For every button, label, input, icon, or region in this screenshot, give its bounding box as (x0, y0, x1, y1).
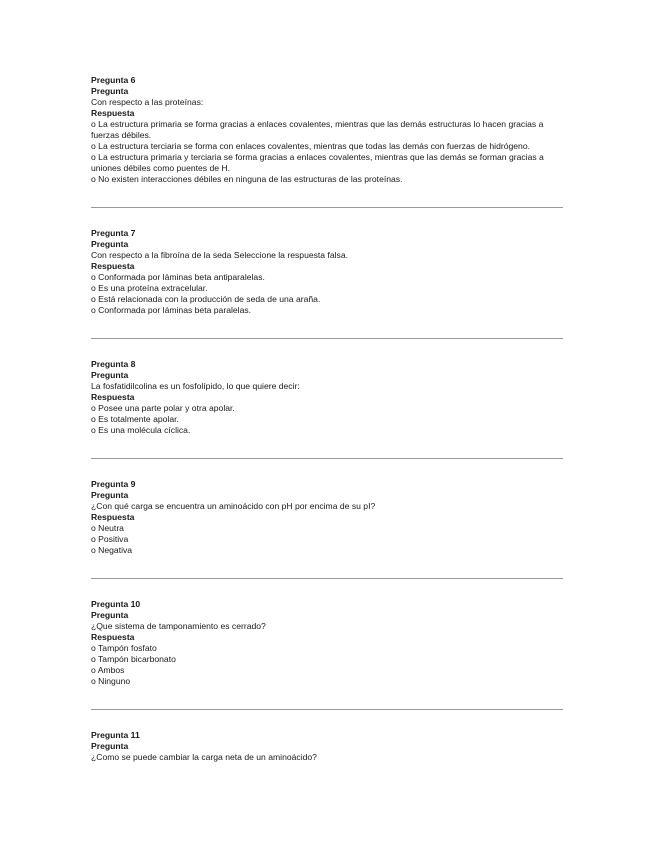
answer-label: Respuesta (91, 108, 135, 118)
answer-option[interactable]: o Tampón bicarbonato (91, 654, 176, 664)
answer-label: Respuesta (91, 392, 135, 402)
answer-label: Respuesta (91, 632, 135, 642)
answer-option[interactable]: o Conformada por láminas beta paralelas. (91, 305, 252, 315)
answer-option[interactable]: o Es una proteína extracelular. (91, 283, 208, 293)
question-title: Pregunta 8 (91, 359, 136, 369)
answer-option[interactable]: o La estructura primaria se forma gracias a enlaces covalentes, mientras que las demás estructuras lo hacen gracias a fuerzas débiles. (91, 119, 544, 140)
answer-label: Respuesta (91, 261, 135, 271)
question-7 (91, 228, 563, 316)
question-title: Pregunta 7 (91, 228, 136, 238)
answer-option[interactable]: o Posee una parte polar y otra apolar. (91, 403, 235, 413)
answer-option[interactable]: o Neutra (91, 523, 124, 533)
question-title: Pregunta 6 (91, 75, 136, 85)
document-body (91, 75, 563, 763)
answer-option[interactable]: o Ambos (91, 665, 125, 675)
question-text: Con respecto a las proteínas: (91, 97, 204, 107)
answer-option[interactable]: o Positiva (91, 534, 129, 544)
answer-option[interactable]: o Ninguno (91, 676, 131, 686)
answer-option[interactable]: o La estructura primaria y terciaria se forma gracias a enlaces covalentes, mientras que las demás se forman gracias a uniones débiles como puentes de H. (91, 152, 544, 173)
question-label: Pregunta (91, 239, 129, 249)
divider (91, 709, 563, 710)
answer-option[interactable]: o No existen interacciones débiles en ninguna de las estructuras de las proteínas. (91, 174, 403, 184)
divider (91, 458, 563, 459)
divider (91, 207, 563, 208)
question-10 (91, 599, 563, 687)
answer-label: Respuesta (91, 512, 135, 522)
divider (91, 578, 563, 579)
question-title: Pregunta 11 (91, 730, 140, 740)
answer-option[interactable]: o Conformada por láminas beta antiparalelas. (91, 272, 265, 282)
answer-option[interactable]: o Es una molécula cíclica. (91, 425, 191, 435)
divider (91, 338, 563, 339)
question-text: ¿Que sistema de tamponamiento es cerrado? (91, 621, 266, 631)
question-text: ¿Como se puede cambiar la carga neta de un aminoácido? (91, 752, 317, 762)
question-6 (91, 75, 563, 185)
question-label: Pregunta (91, 86, 129, 96)
answer-option[interactable]: o Negativa (91, 545, 133, 555)
question-text: Con respecto a la fibroína de la seda Seleccione la respuesta falsa. (91, 250, 349, 260)
question-11 (91, 730, 563, 763)
answer-option[interactable]: o La estructura terciaria se forma con enlaces covalentes, mientras que todas las demás con fuerzas de hidrógeno. (91, 141, 530, 151)
question-9 (91, 479, 563, 556)
answer-option[interactable]: o Tampón fosfato (91, 643, 157, 653)
question-title: Pregunta 10 (91, 599, 141, 609)
answer-option[interactable]: o Está relacionada con la producción de seda de una araña. (91, 294, 321, 304)
question-text: La fosfatidilcolina es un fosfolípido, lo que quiere decir: (91, 381, 300, 391)
answer-option[interactable]: o Es totalmente apolar. (91, 414, 179, 424)
question-label: Pregunta (91, 741, 129, 751)
question-label: Pregunta (91, 370, 129, 380)
question-text: ¿Con qué carga se encuentra un aminoácido con pH por encima de su pI? (91, 501, 376, 511)
question-label: Pregunta (91, 610, 129, 620)
question-8 (91, 359, 563, 436)
question-label: Pregunta (91, 490, 129, 500)
question-title: Pregunta 9 (91, 479, 136, 489)
